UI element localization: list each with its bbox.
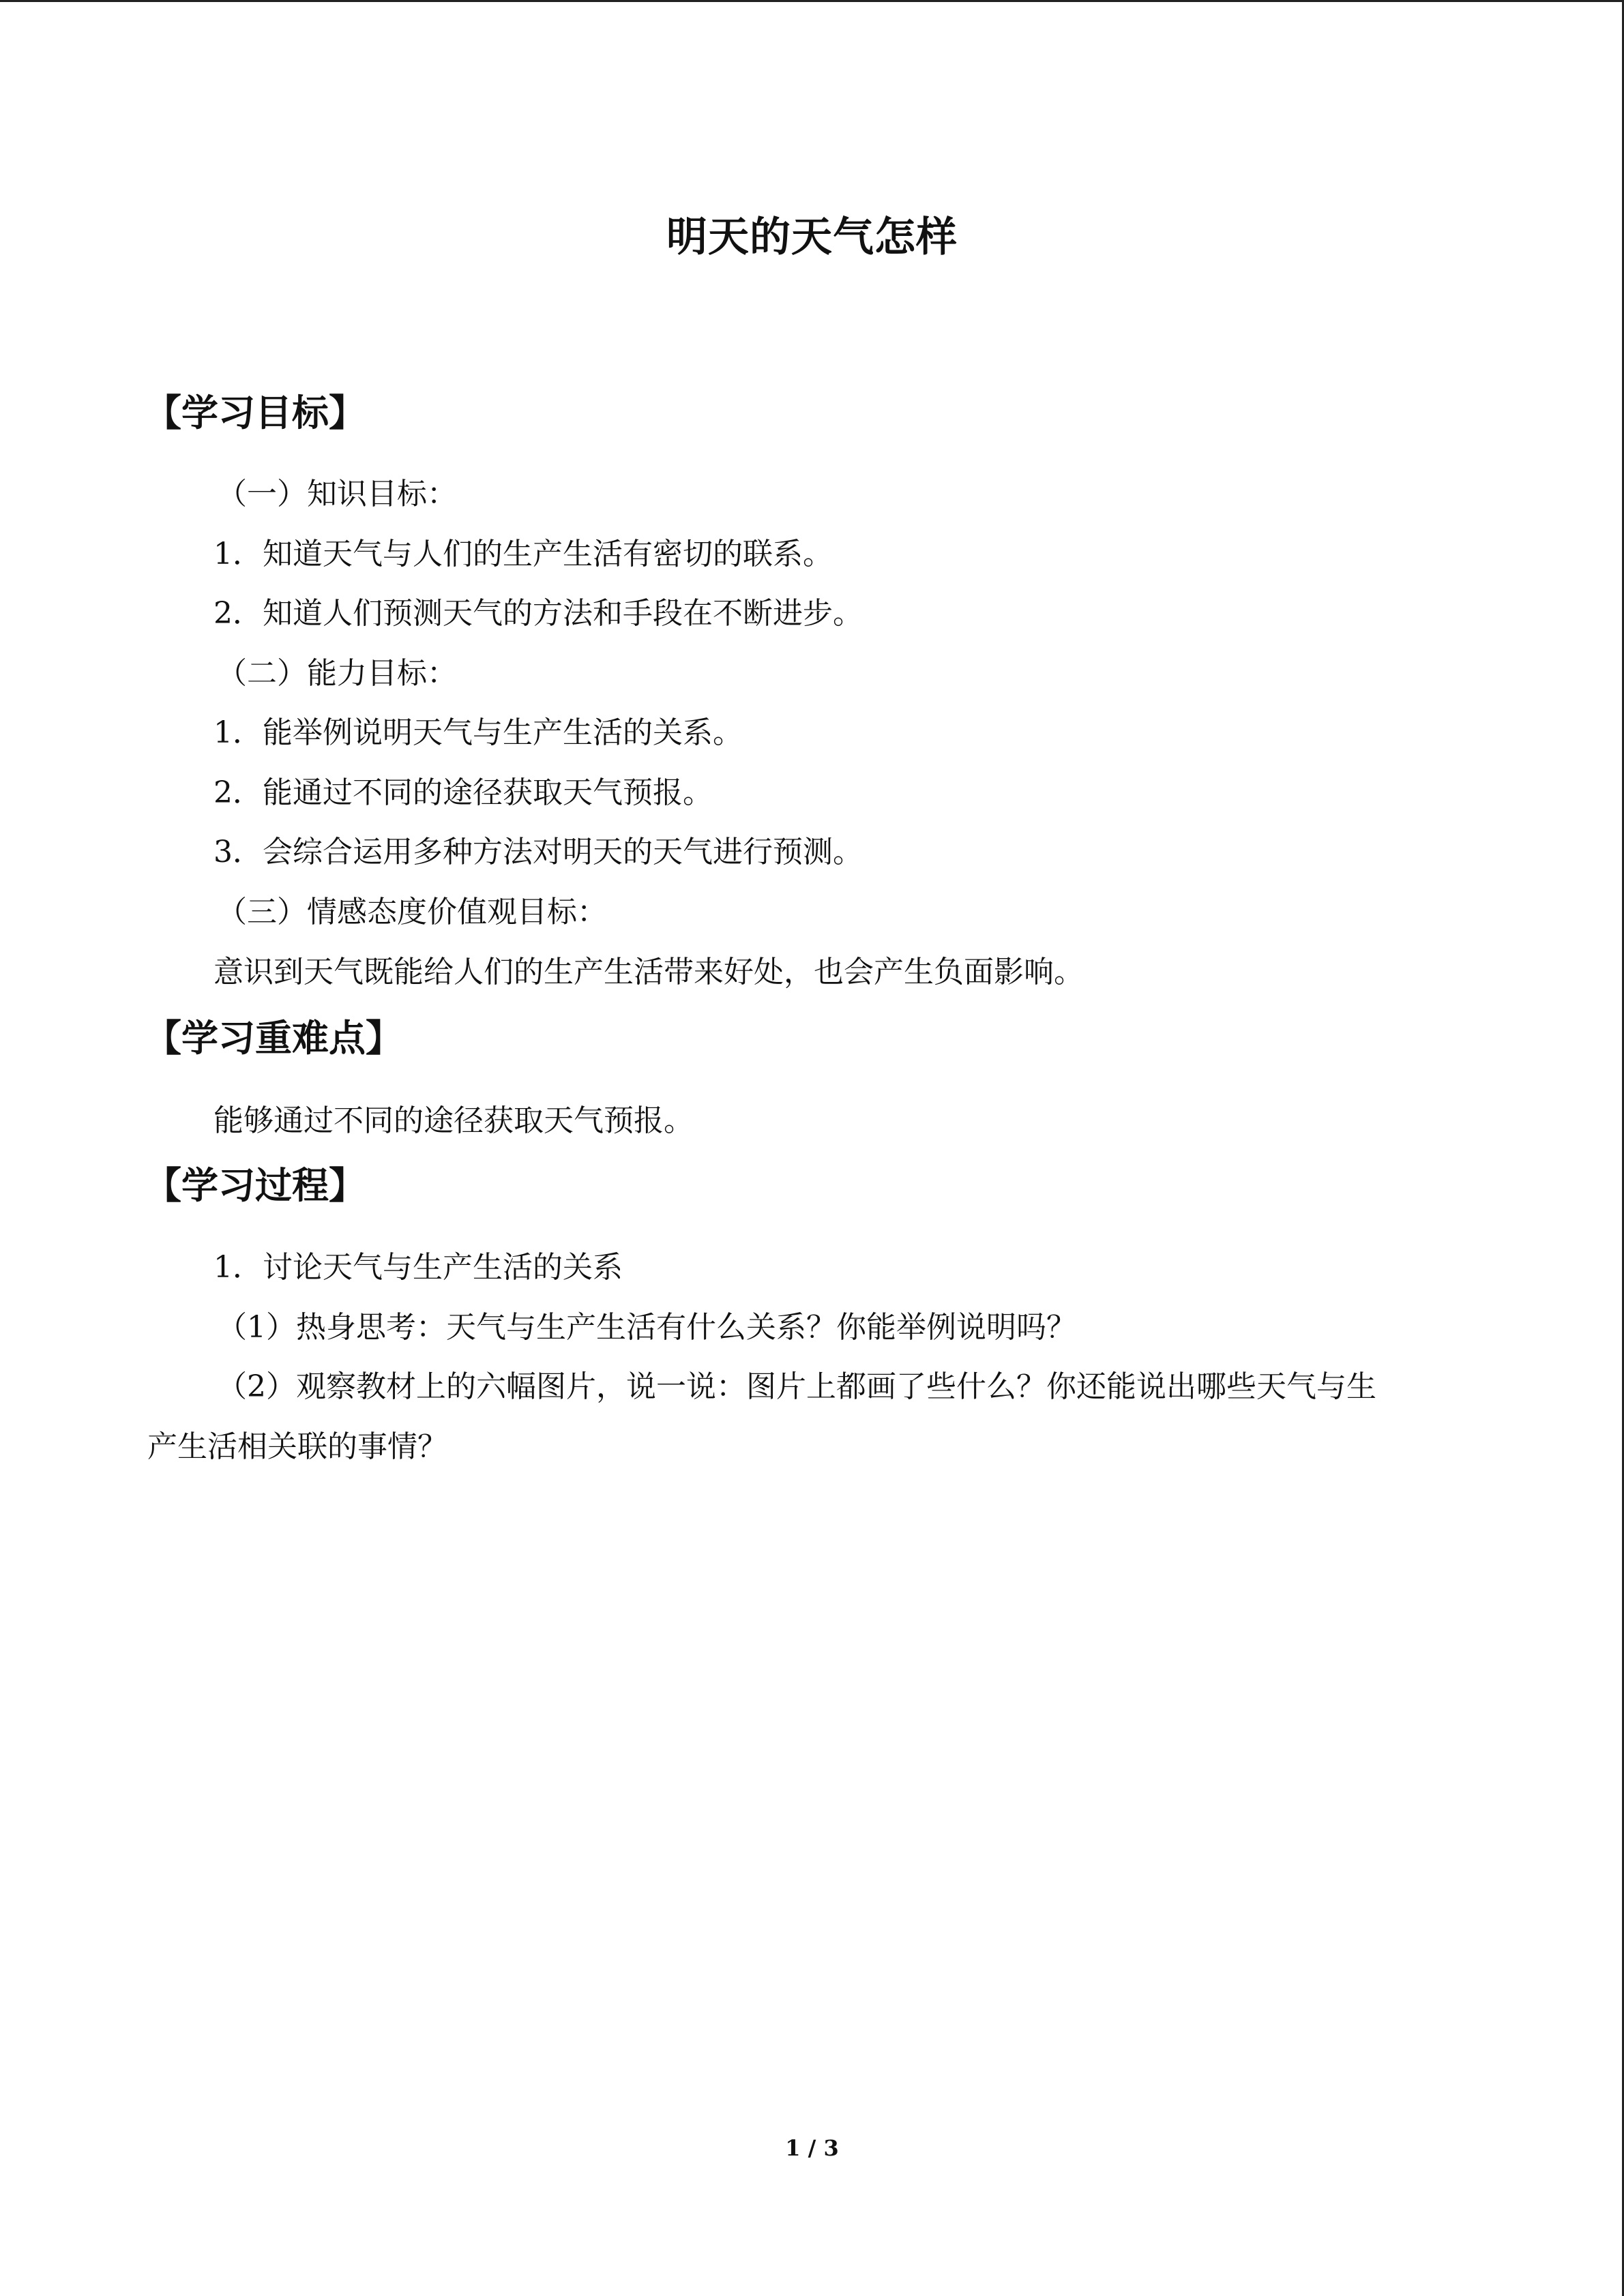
process-line-4: 产生活相关联的事情？ <box>147 1429 447 1464</box>
objectives-line-4: （二）能力目标： <box>217 656 457 691</box>
section-heading-objectives: 【学习目标】 <box>145 391 366 434</box>
page-border-top <box>0 0 1624 2</box>
process-line-3: （2）观察教材上的六幅图片，说一说：图片上都画了些什么？你还能说出哪些天气与生 <box>217 1369 1376 1404</box>
objectives-line-7: 3．会综合运用多种方法对明天的天气进行预测。 <box>213 835 863 869</box>
process-line-2: （1）热身思考：天气与生产生活有什么关系？你能举例说明吗？ <box>217 1310 1076 1345</box>
objectives-line-3: 2．知道人们预测天气的方法和手段在不断进步。 <box>213 596 863 631</box>
objectives-line-1: （一）知识目标： <box>217 477 457 511</box>
objectives-line-6: 2．能通过不同的途径获取天气预报。 <box>213 775 713 810</box>
document-title: 明天的天气怎样 <box>666 213 958 261</box>
process-line-1: 1．讨论天气与生产生活的关系 <box>213 1250 623 1285</box>
objectives-line-8: （三）情感态度价值观目标： <box>217 895 607 929</box>
objectives-line-9: 意识到天气既能给人们的生产生活带来好处，也会产生负面影响。 <box>213 955 1084 989</box>
objectives-line-5: 1．能举例说明天气与生产生活的关系。 <box>213 715 743 750</box>
section-heading-key-points: 【学习重难点】 <box>145 1016 402 1060</box>
key-points-line-1: 能够通过不同的途径获取天气预报。 <box>213 1103 694 1138</box>
page-number: 1 / 3 <box>785 2135 839 2161</box>
section-heading-process: 【学习过程】 <box>145 1163 366 1207</box>
objectives-line-2: 1．知道天气与人们的生产生活有密切的联系。 <box>213 537 833 571</box>
